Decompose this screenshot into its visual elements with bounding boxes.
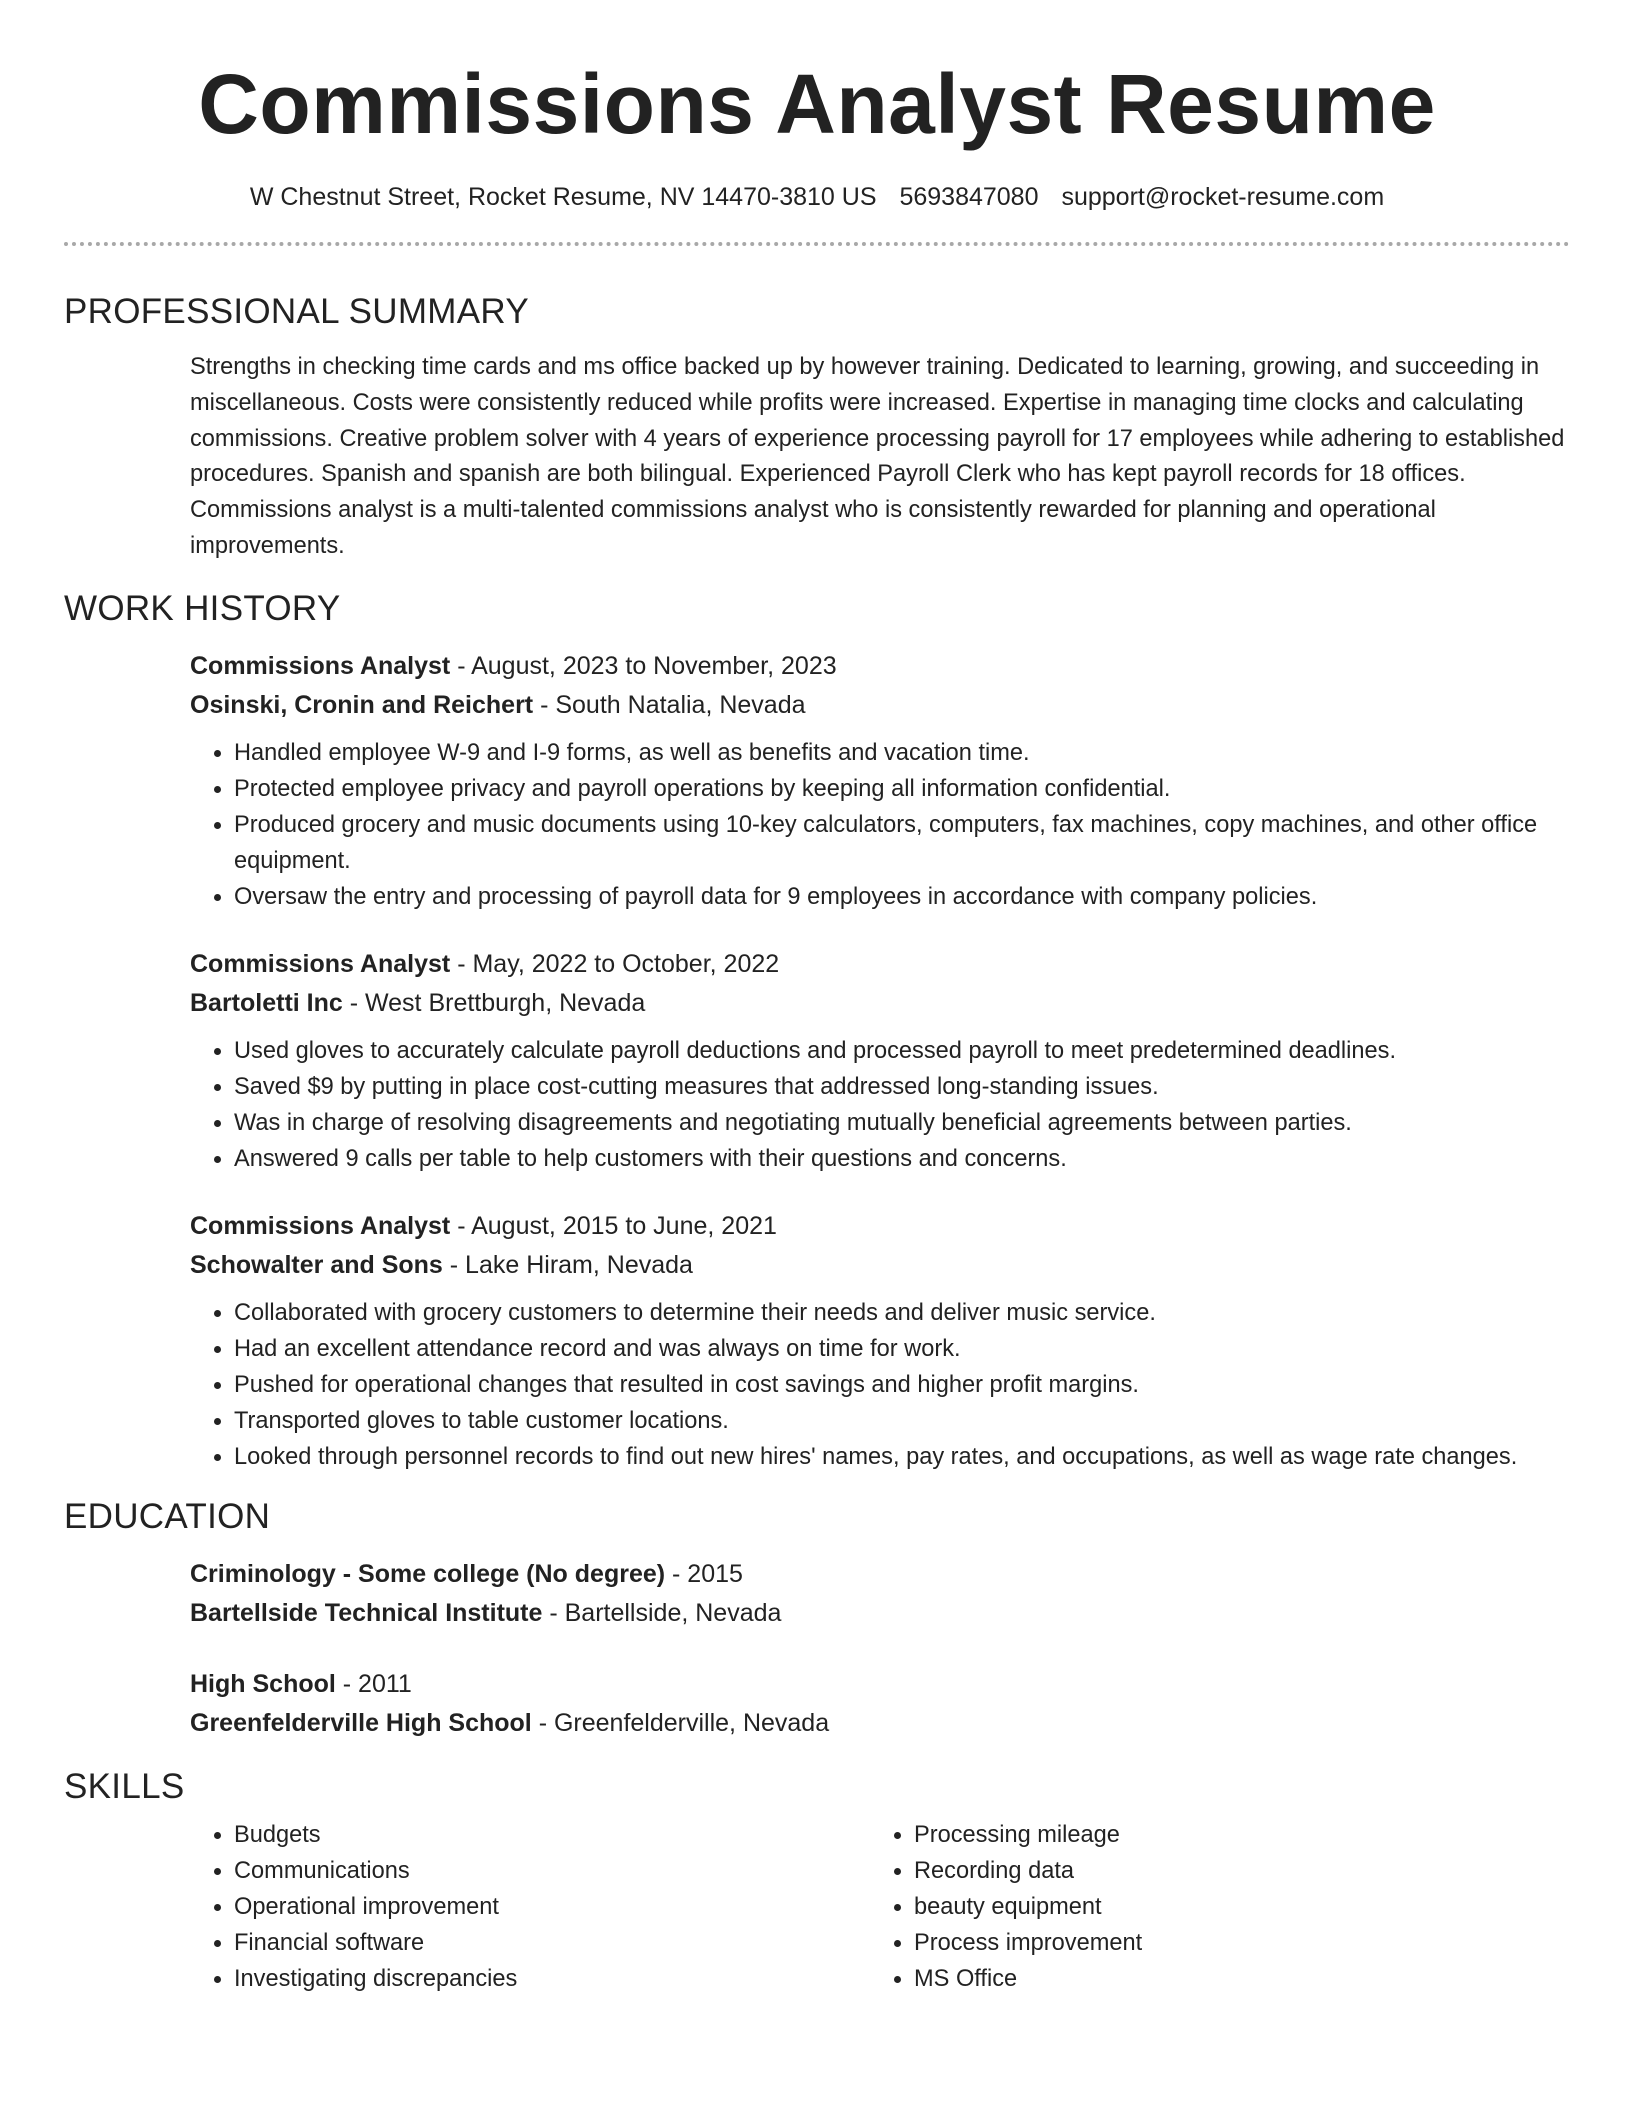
- skill-item: • Investigating discrepancies: [234, 1961, 870, 1997]
- job-company: Bartoletti Inc: [190, 988, 343, 1017]
- skill-item: • Operational improvement: [234, 1889, 870, 1925]
- duty-item: • Was in charge of resolving disagreements and negotiating mutually beneficial agreements between parties.: [234, 1105, 1570, 1141]
- resume-page: [64, 0, 1570, 1997]
- summary-text: Strengths in checking time cards and ms office backed up by however training. Dedicated to learning, growing, and succeeding in miscellaneous. Costs were consistently reduced while profits were increased. Expertise in managing time clocks and calculating commissions. Creative problem solver with 4 years of experience processing payroll for 17 employees while adhering to established procedures. Spanish and spanish are both bilingual. Experienced Payroll Clerk who has kept payroll records for 18 offices. Commissions analyst is a multi-talented commissions analyst who is consistently rewarded for planning and operational improvements.: [190, 354, 1565, 559]
- degree: Criminology - Some college (No degree): [190, 1559, 666, 1588]
- job-dates: - May, 2022 to October, 2022: [450, 949, 780, 978]
- job-duties: [190, 1295, 1570, 1475]
- skill-item: • MS Office: [914, 1961, 1550, 1997]
- job-dates: - August, 2015 to June, 2021: [450, 1211, 777, 1240]
- education-heading: EDUCATION: [64, 1496, 271, 1536]
- job-entry: [190, 1207, 1570, 1475]
- job-duties: [190, 1033, 1570, 1177]
- contact-address: W Chestnut Street, Rocket Resume, NV 14470-3810 US: [249, 183, 877, 211]
- skills-list: [190, 1817, 1570, 1997]
- job-title: Commissions Analyst: [190, 1211, 451, 1240]
- work-history-heading: WORK HISTORY: [64, 588, 341, 628]
- duty-item: • Collaborated with grocery customers to determine their needs and deliver music service.: [234, 1295, 1570, 1331]
- degree-year: - 2015: [665, 1559, 743, 1588]
- resume-title: Commissions Analyst Resume: [198, 57, 1436, 151]
- summary-heading: PROFESSIONAL SUMMARY: [64, 292, 529, 331]
- duty-item: • Saved $9 by putting in place cost-cutting measures that addressed long-standing issues.: [234, 1069, 1570, 1105]
- school-line: [190, 1704, 1570, 1743]
- job-location: - Lake Hiram, Nevada: [442, 1250, 693, 1279]
- duty-item: • Had an excellent attendance record and was always on time for work.: [234, 1331, 1570, 1367]
- skill-item: • Budgets: [234, 1817, 870, 1853]
- education-entry: [190, 1665, 1570, 1743]
- degree-line: [190, 1555, 1570, 1594]
- duty-item: • Handled employee W-9 and I-9 forms, as well as benefits and vacation time.: [234, 735, 1570, 771]
- job-entry: [190, 945, 1570, 1177]
- duty-item: • Transported gloves to table customer locations.: [234, 1403, 1570, 1439]
- job-company-line: [190, 1246, 1570, 1285]
- job-entry: [190, 647, 1570, 915]
- job-location: - South Natalia, Nevada: [533, 690, 806, 719]
- skills-heading: SKILLS: [64, 1766, 185, 1806]
- skill-item: • Financial software: [234, 1925, 870, 1961]
- job-company: Osinski, Cronin and Reichert: [190, 690, 534, 719]
- duty-item: • Pushed for operational changes that resulted in cost savings and higher profit margins.: [234, 1367, 1570, 1403]
- contact-email: support@rocket-resume.com: [1061, 183, 1385, 211]
- degree-year: - 2011: [335, 1669, 412, 1698]
- skill-item: • Recording data: [914, 1853, 1550, 1889]
- job-title-line: [190, 1207, 1570, 1246]
- school-name: Greenfelderville High School: [190, 1708, 532, 1737]
- degree-line: [190, 1665, 1570, 1704]
- school-name: Bartellside Technical Institute: [190, 1598, 543, 1627]
- duty-item: • Produced grocery and music documents using 10-key calculators, computers, fax machines, copy machines, and other office equipment.: [234, 807, 1570, 879]
- skills-column-left: [190, 1817, 870, 1997]
- school-location: - Bartellside, Nevada: [542, 1598, 782, 1627]
- job-title-line: [190, 945, 1570, 984]
- job-company: Schowalter and Sons: [190, 1250, 443, 1279]
- school-line: [190, 1594, 1570, 1633]
- skill-item: • Communications: [234, 1853, 870, 1889]
- job-company-line: [190, 686, 1570, 725]
- job-title: Commissions Analyst: [190, 651, 451, 680]
- duty-item: • Protected employee privacy and payroll operations by keeping all information confidential.: [234, 771, 1570, 807]
- contact-info: [64, 180, 1570, 214]
- duty-item: • Answered 9 calls per table to help customers with their questions and concerns.: [234, 1141, 1570, 1177]
- job-dates: - August, 2023 to November, 2023: [450, 651, 837, 680]
- education-entry: [190, 1555, 1570, 1633]
- skill-item: • Process improvement: [914, 1925, 1550, 1961]
- degree: High School: [190, 1669, 336, 1698]
- skill-item: • Processing mileage: [914, 1817, 1550, 1853]
- job-title: Commissions Analyst: [190, 949, 451, 978]
- job-duties: [190, 735, 1570, 915]
- duty-item: • Oversaw the entry and processing of payroll data for 9 employees in accordance with company policies.: [234, 879, 1570, 915]
- job-company-line: [190, 984, 1570, 1023]
- job-location: - West Brettburgh, Nevada: [342, 988, 646, 1017]
- skill-item: • beauty equipment: [914, 1889, 1550, 1925]
- school-location: - Greenfelderville, Nevada: [531, 1708, 830, 1737]
- duty-item: • Looked through personnel records to find out new hires' names, pay rates, and occupations, as well as wage rate changes.: [234, 1439, 1570, 1475]
- job-title-line: [190, 647, 1570, 686]
- contact-phone: 5693847080: [899, 183, 1039, 211]
- skills-column-right: [870, 1817, 1550, 1997]
- header-divider: [64, 242, 1570, 246]
- duty-item: • Used gloves to accurately calculate payroll deductions and processed payroll to meet predetermined deadlines.: [234, 1033, 1570, 1069]
